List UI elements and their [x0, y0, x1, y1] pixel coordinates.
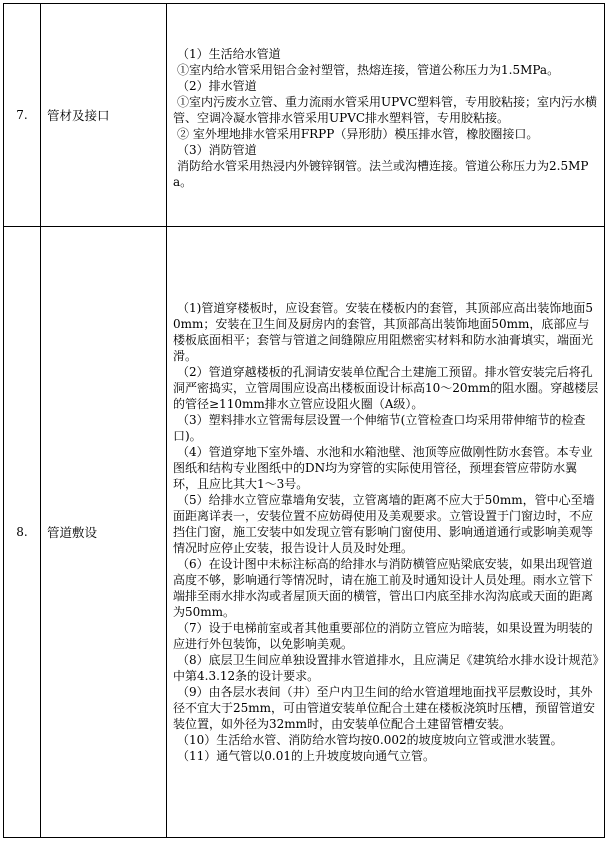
paragraph: （4）管道穿地下室外墙、水池和水箱池壁、池顶等应做刚性防水套管。本专业图纸和结构专业图纸中的DN均为穿管的实际使用管径，预埋套管应带防水翼环，且应比其大1～3号。 — [173, 445, 593, 491]
table-row — [4, 4, 605, 227]
paragraph: （10）生活给水管、消防给水管均按0.002的坡度坡向立管或泄水装置。 — [177, 733, 563, 747]
spec-table — [3, 3, 605, 838]
paragraph: （2）管道穿越楼板的孔洞请安装单位配合土建施工预留。排水管安装完后将孔洞严密捣实，立管周围应设高出楼板面设计标高10～20mm的阻水圈。穿越楼层的管径≥110mm排水立管应设阻火圈（A级）。 — [173, 365, 599, 411]
paragraph: （6）在设计图中未标注标高的给排水与消防横管应贴梁底安装，如果出现管道高度不够，影响通行等情况时，请在施工前及时通知设计人员处理。雨水立管下端排至雨水排水沟或者屋顶天面的横管，管出口内底至排水沟沟底或天面的距离为50mm。 — [173, 557, 594, 619]
paragraph: （11）通气管以0.01的上升坡度坡向通气立管。 — [177, 749, 435, 763]
row-content — [167, 4, 605, 227]
paragraph: （3）塑料排水立管需每层设置一个伸缩节(立管检查口均采用带伸缩节的检查口)。 — [173, 413, 586, 443]
row-number: 8. — [4, 227, 41, 838]
paragraph: （8）底层卫生间应单独设置排水管道排水，且应满足《建筑给水排水设计规范》中第4.3.12条的设计要求。 — [173, 653, 599, 683]
paragraph: （9）由各层水表间（井）至户内卫生间的给水管道埋地面找平层敷设时，其外径不宜大于25mm，可由管道安装单位配合土建在楼板浇筑时压槽，预留管道安装位置，如外径为32mm时，由安装单位配合土建留管槽安装。 — [173, 685, 596, 731]
paragraph: （2）排水管道 — [177, 78, 257, 93]
paragraph: （7）设于电梯前室或者其他重要部位的消防立管应为暗装，如果设置为明装的应进行外包装饰，以免影响美观。 — [173, 621, 593, 651]
table-row — [4, 227, 605, 838]
paragraph: （3）消防管道 — [177, 142, 257, 157]
row-title: 管道敷设 — [41, 227, 167, 838]
paragraph: 消防给水管采用热浸内外镀锌钢管。法兰或沟槽连接。管道公称压力为2.5MPa。 — [173, 158, 589, 189]
paragraph: ①室内污废水立管、重力流雨水管采用UPVC塑料管，专用胶粘接；室内污水横管、空调冷凝水管排水管采用UPVC排水塑料管，专用胶粘接。 — [173, 94, 598, 125]
paragraph: ①室内给水管采用铝合金衬塑管，热熔连接，管道公称压力为1.5MPa。 — [177, 62, 560, 77]
paragraph: ② 室外埋地排水管采用FRPP（异形肋）模压排水管，橡胶圈接口。 — [177, 126, 539, 141]
row-content — [167, 227, 605, 838]
paragraph: （5）给排水立管应靠墙角安装，立管离墙的距离不应大于50mm，管中心至墙面距离详表一，安装位置不应妨碍使用及美观要求。立管设置于门窗边时，不应挡住门窗，施工安装中如发现立管有影响门窗使用、影响通道通行或影响美观等情况时应停止安装，报告设计人员及时处理。 — [173, 493, 595, 555]
paragraph: （1）生活给水管道 — [177, 46, 281, 61]
paragraph: （1)管道穿楼板时，应设套管。安装在楼板内的套管，其顶部应高出装饰地面50mm；安装在卫生间及厨房内的套管，其顶部高出装饰地面50mm，底部应与楼板底面相平；套管与管道之间缝隙应用阻燃密实材料和防水油膏填实，端面光滑。 — [173, 301, 594, 363]
row-title: 管材及接口 — [41, 4, 167, 227]
row-number: 7. — [4, 4, 41, 227]
